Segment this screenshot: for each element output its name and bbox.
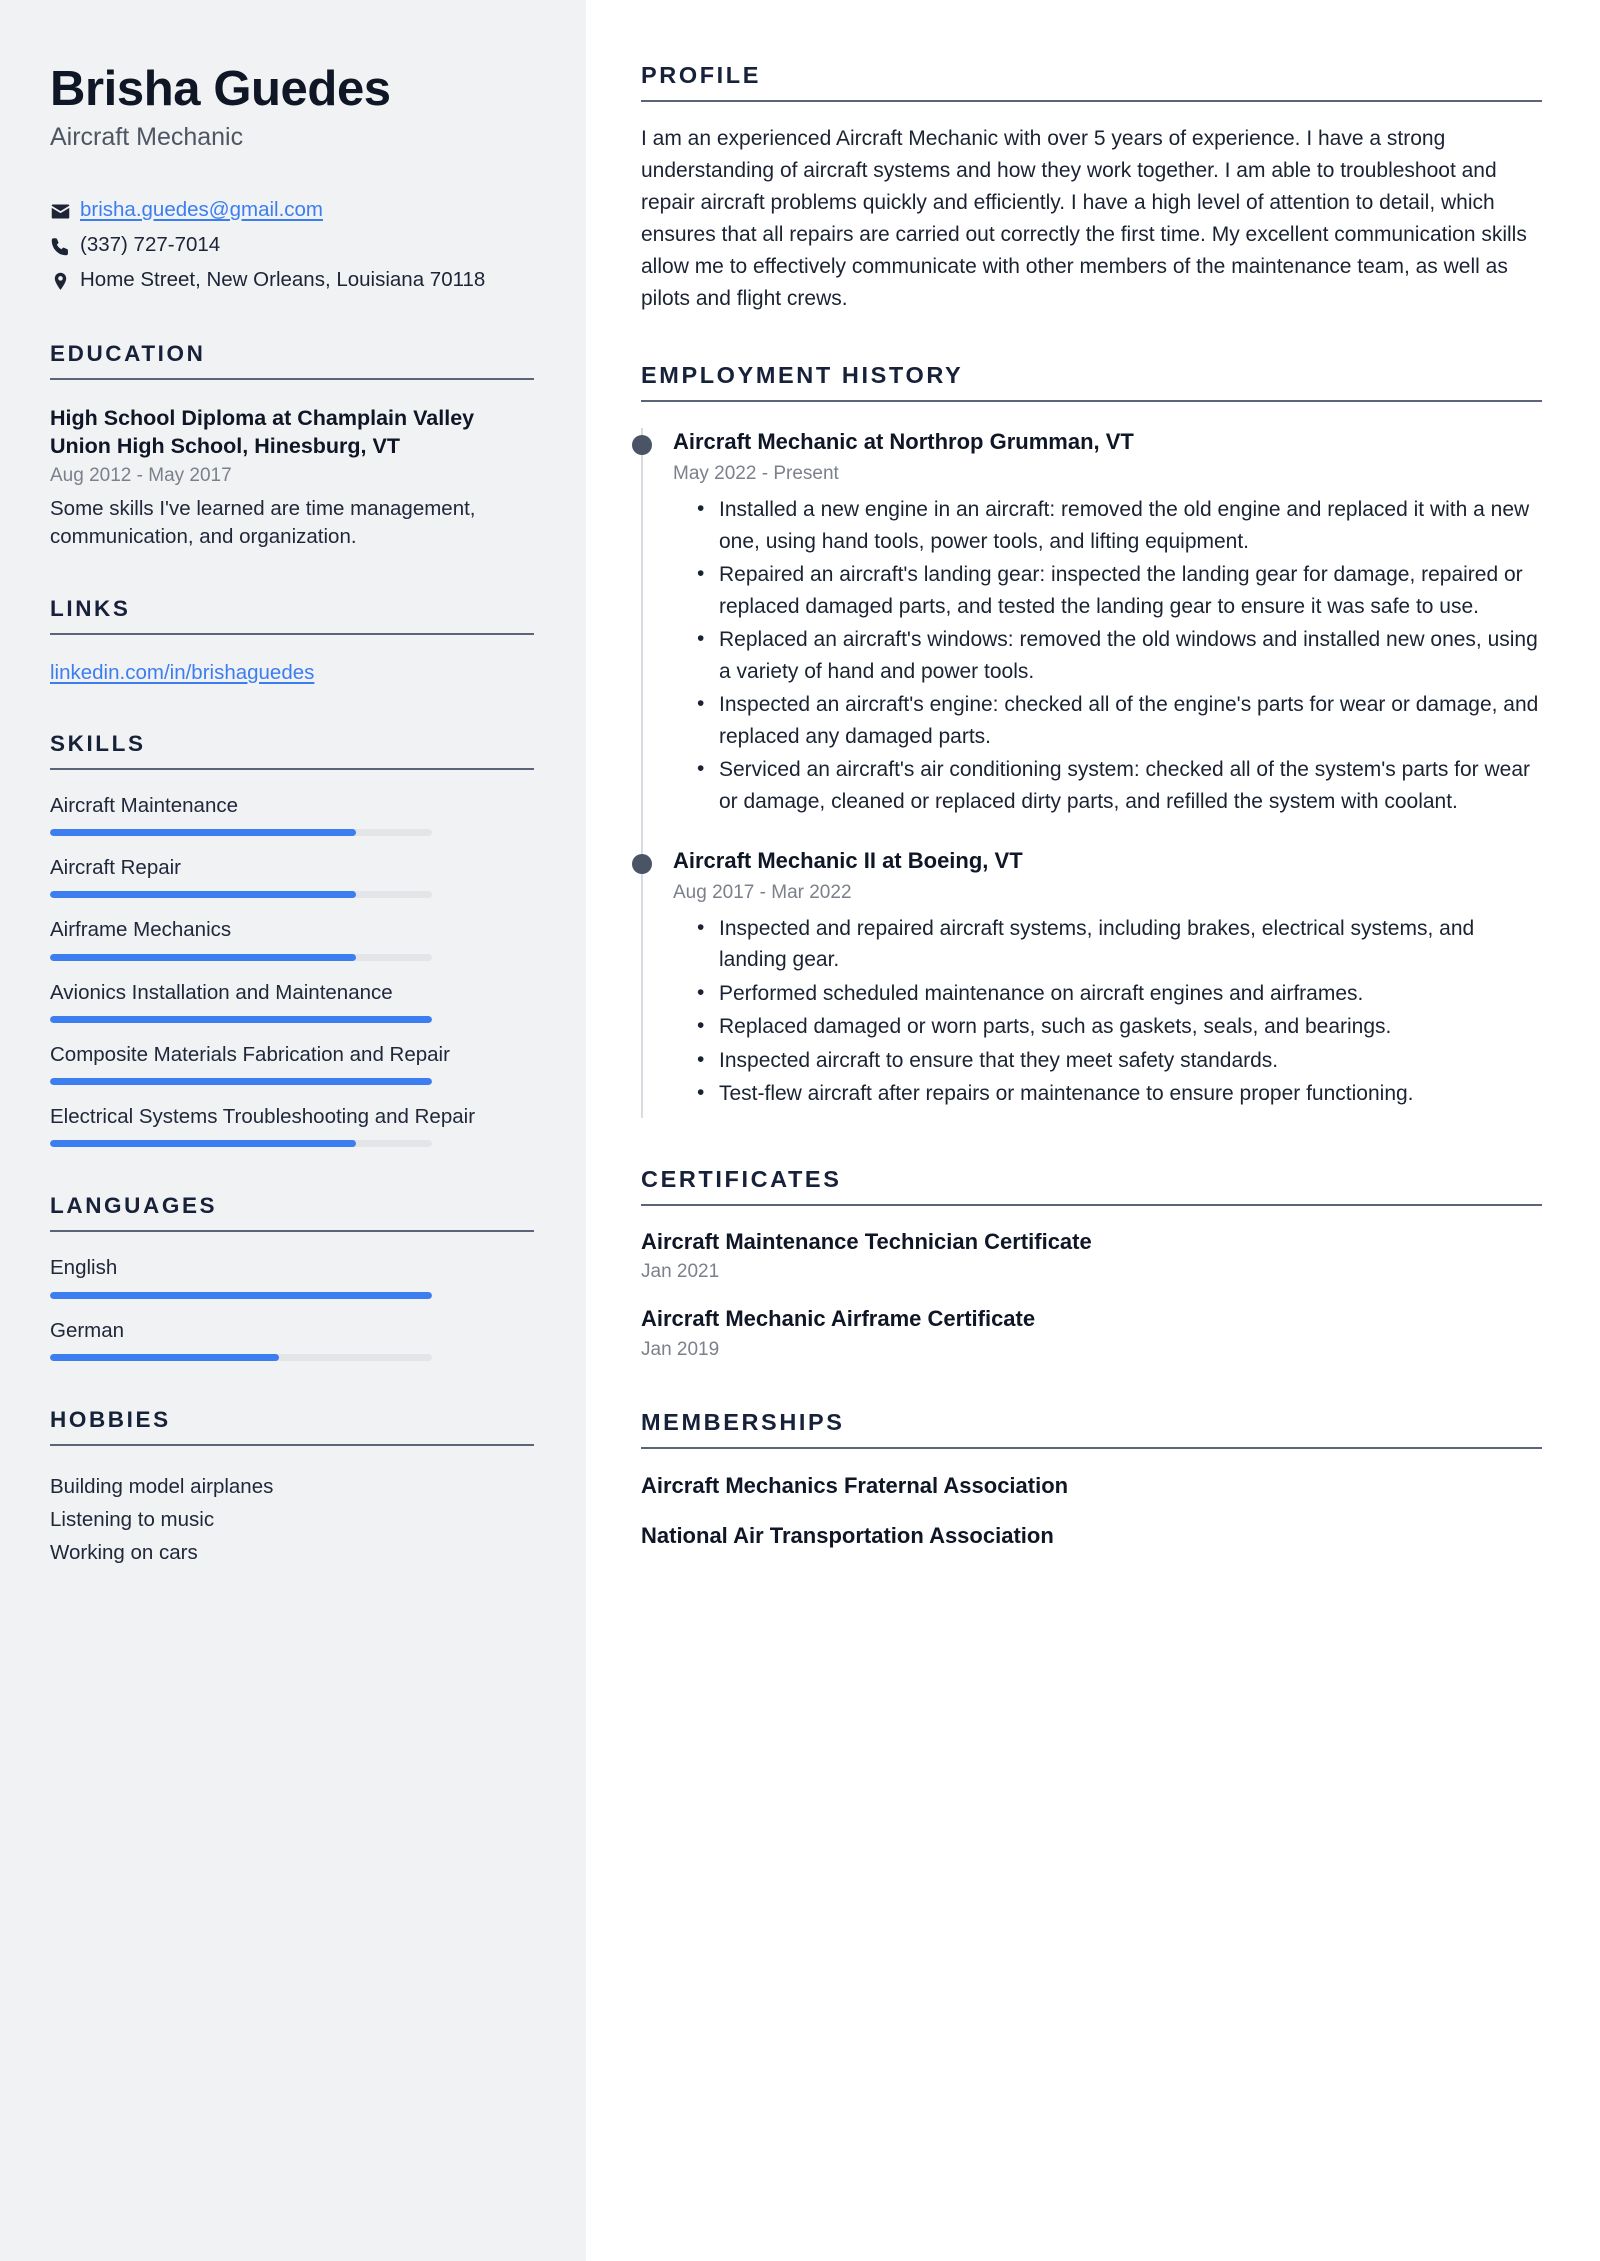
skill-item [50,792,534,836]
section-hobbies-title: HOBBIES [50,1406,171,1432]
hobbies-list [50,1470,534,1570]
candidate-job-title: Aircraft Mechanic [50,122,244,151]
job-date: May 2022 - Present [673,463,839,485]
job-bullet: • Inspected and repaired aircraft systems, including brakes, electrical systems, and landing gear. [719,913,1542,976]
section-employment-history [641,362,1542,1117]
phone-number: (337) 727-7014 [80,233,221,257]
certificate-entry [641,1228,1542,1284]
section-employment-title: EMPLOYMENT HISTORY [641,362,964,389]
hobby-item: Working on cars [50,1541,198,1565]
section-certificates [641,1166,1542,1361]
job-bullet: • Repaired an aircraft's landing gear: inspected the landing gear for damage, repaired or replaced damaged parts, and tested the landing gear to ensure it was safe to use. [719,559,1542,622]
section-divider [50,768,534,770]
certificate-title: Aircraft Mechanic Airframe Certificate [641,1306,1036,1332]
skill-item [50,1103,534,1147]
skill-level-bar [50,1016,432,1023]
section-links-title: LINKS [50,595,131,621]
skill-level-fill [50,1016,432,1023]
certificate-title: Aircraft Maintenance Technician Certificate [641,1228,1092,1254]
section-education-title: EDUCATION [50,340,206,366]
language-level-fill [50,1354,279,1361]
skill-item [50,916,534,960]
hobby-item: Listening to music [50,1508,215,1532]
language-item [50,1317,534,1361]
language-level-bar [50,1354,432,1361]
timeline-dot-icon [632,435,652,455]
education-description: Some skills I've learned are time management, communication, and organization. [50,497,476,548]
profile-text: I am an experienced Aircraft Mechanic with over 5 years of experience. I have a strong understanding of aircraft systems and how they work together. I am able to troubleshoot and repair aircraft problems quickly and efficiently. I have a high level of attention to detail, which ensures that all repairs are carried out correctly the first time. My excellent communication skills allow me to effectively communicate with other members of the maintenance team, as well as pilots and flight crews. [641,127,1527,310]
envelope-icon [50,196,80,222]
section-divider [641,1447,1542,1449]
section-languages-title: LANGUAGES [50,1193,218,1219]
education-date: Aug 2012 - May 2017 [50,465,232,487]
home-address: Home Street, New Orleans, Louisiana 70118 [80,268,486,292]
job-bullet: • Performed scheduled maintenance on aircraft engines and airframes. [719,978,1542,1010]
section-divider [641,100,1542,102]
membership-item: National Air Transportation Association [641,1522,1054,1548]
job-bullet: • Replaced an aircraft's windows: removed the old windows and installed new ones, using a variety of hand and power tools. [719,624,1542,687]
language-level-bar [50,1292,432,1299]
skill-label: Airframe Mechanics [50,918,232,942]
section-profile [641,62,1542,314]
job-title: Aircraft Mechanic II at Boeing, VT [673,848,1023,874]
skill-label: Composite Materials Fabrication and Repair [50,1042,450,1066]
skill-item [50,979,534,1023]
languages-list [50,1254,534,1361]
skill-level-fill [50,1140,356,1147]
job-date: Aug 2017 - Mar 2022 [673,881,852,903]
language-level-fill [50,1292,432,1299]
language-label: English [50,1256,118,1280]
sidebar [0,0,586,2261]
job-entry [673,847,1542,1118]
certificate-date: Jan 2021 [641,1261,720,1283]
certificate-date: Jan 2019 [641,1338,720,1360]
job-title: Aircraft Mechanic at Northrop Grumman, VT [673,429,1134,455]
contact-row-email[interactable] [50,196,534,224]
contact-block [50,196,534,295]
candidate-name: Brisha Guedes [50,62,391,116]
skill-label: Electrical Systems Troubleshooting and Repair [50,1105,476,1129]
skills-list [50,792,534,1148]
timeline-dot-icon [632,854,652,874]
skill-item [50,854,534,898]
section-divider [641,1204,1542,1206]
job-bullet: • Serviced an aircraft's air conditioning system: checked all of the system's parts for wear or damage, cleaned or replaced dirty parts, and refilled the system with coolant. [719,754,1542,817]
skill-item [50,1041,534,1085]
link-item-linkedin[interactable]: linkedin.com/in/brishaguedes [50,660,315,684]
education-title: High School Diploma at Champlain Valley Union High School, Hinesburg, VT [50,405,475,459]
job-bullet: • Test-flew aircraft after repairs or maintenance to ensure proper functioning. [719,1078,1542,1110]
skill-level-bar [50,954,432,961]
email-address[interactable]: brisha.guedes@gmail.com [80,197,324,221]
section-divider [50,378,534,380]
skill-level-fill [50,1078,432,1085]
location-pin-icon [50,266,80,292]
links-list [50,661,534,685]
section-divider [50,633,534,635]
section-divider [50,1444,534,1446]
hobby-item: Building model airplanes [50,1474,274,1498]
skill-level-fill [50,829,356,836]
language-label: German [50,1318,125,1342]
skill-level-fill [50,891,356,898]
section-certificates-title: CERTIFICATES [641,1165,842,1192]
job-bullet: • Installed a new engine in an aircraft: removed the old engine and replaced it with a new one, using hand tools, power tools, and lifting equipment. [719,494,1542,557]
certificate-entry [641,1305,1542,1361]
skill-level-bar [50,1078,432,1085]
section-profile-title: PROFILE [641,62,762,88]
job-bullet-list [673,494,1542,817]
job-bullet-list [673,913,1542,1110]
section-memberships-title: MEMBERSHIPS [641,1408,845,1435]
section-skills [50,731,534,1148]
skill-level-bar [50,891,432,898]
section-skills-title: SKILLS [50,730,146,756]
contact-row-phone [50,231,534,259]
section-links [50,596,534,685]
language-item [50,1254,534,1298]
contact-row-address [50,266,534,294]
section-languages [50,1193,534,1361]
section-divider [50,1230,534,1232]
job-bullet: • Replaced damaged or worn parts, such as gaskets, seals, and bearings. [719,1011,1542,1043]
skill-level-fill [50,954,356,961]
job-bullet: • Inspected an aircraft's engine: checked all of the engine's parts for wear or damage, and replaced any damaged parts. [719,689,1542,752]
job-bullet: • Inspected aircraft to ensure that they meet safety standards. [719,1045,1542,1077]
skill-level-bar [50,1140,432,1147]
phone-icon [50,231,80,257]
main-content [586,0,1600,2261]
membership-item: Aircraft Mechanics Fraternal Association [641,1472,1069,1498]
skill-level-bar [50,829,432,836]
section-hobbies [50,1407,534,1570]
skill-label: Avionics Installation and Maintenance [50,980,393,1004]
section-memberships [641,1409,1542,1549]
education-item [50,404,534,550]
section-divider [641,400,1542,402]
job-entry [673,428,1542,825]
skill-label: Aircraft Maintenance [50,793,239,817]
skill-label: Aircraft Repair [50,856,182,880]
section-education [50,341,534,550]
employment-timeline [641,428,1542,1117]
